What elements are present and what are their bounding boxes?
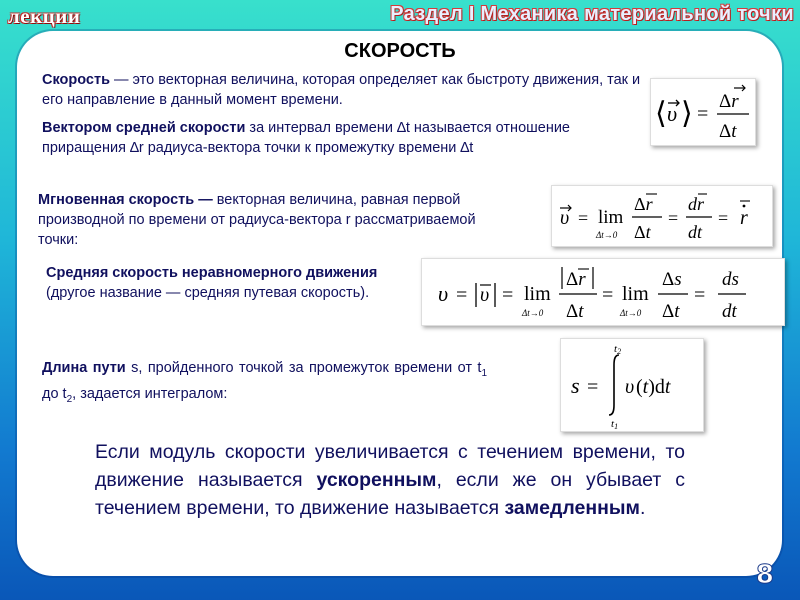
svg-text:Δt→0: Δt→0	[620, 308, 642, 318]
svg-text:dt: dt	[722, 301, 737, 322]
svg-text:Δs: Δs	[662, 269, 682, 290]
svg-text:υ: υ	[667, 101, 678, 126]
svg-text:dr: dr	[688, 194, 705, 214]
svg-text:Δr: Δr	[566, 269, 586, 290]
svg-text:Δr: Δr	[634, 194, 653, 214]
header-section-title: Раздел I Механика материальной точки	[390, 3, 794, 25]
svg-text:Δt→0: Δt→0	[596, 230, 618, 240]
subscript-2: 2	[66, 393, 73, 405]
decelerated-term: замедленным	[504, 497, 640, 519]
svg-text:=: =	[587, 376, 599, 398]
svg-text:dt: dt	[688, 222, 703, 242]
mean-speed-definition	[46, 263, 396, 303]
path-length-text-c: , задается интегралом:	[72, 385, 228, 402]
acceleration-note-text-a: Если модуль скорости увеличивается с течением времени, то движение называется	[95, 441, 685, 491]
svg-text:υ: υ	[438, 281, 449, 306]
mean-speed-formula	[421, 258, 785, 326]
header-lectures-label: лекции	[8, 4, 81, 28]
svg-text:Δt→0: Δt→0	[522, 308, 544, 318]
svg-text:s: s	[571, 373, 580, 398]
svg-text:υ: υ	[625, 376, 635, 398]
speed-definition	[42, 70, 642, 110]
mean-speed-text: (другое название — средняя путевая скорость).	[46, 285, 370, 301]
speed-definition-text: — это векторная величина, которая определяет как быстроту движения, так и его направление в данный момент времени.	[42, 72, 641, 108]
slide-title: СКОРОСТЬ	[344, 40, 456, 62]
average-velocity-term: Вектором средней скорости	[42, 120, 246, 136]
acceleration-note	[95, 438, 685, 522]
instant-velocity-formula	[551, 185, 773, 247]
svg-text:Δt: Δt	[634, 222, 651, 242]
svg-text:=: =	[718, 208, 729, 228]
svg-text:r: r	[740, 207, 748, 229]
svg-text:(t)dt: (t)dt	[636, 376, 671, 398]
svg-text:Δt: Δt	[566, 301, 584, 322]
page-number: 8	[755, 560, 774, 590]
svg-text:=: =	[578, 208, 589, 228]
svg-text:t1: t1	[611, 418, 619, 431]
svg-text:Δr: Δr	[719, 91, 739, 112]
average-velocity-text: за интервал времени ∆t называется отношение приращения ∆r радиуса-вектора точки к промежутку времени ∆t	[42, 120, 570, 156]
acceleration-note-text-c: .	[639, 497, 646, 519]
svg-text:t2: t2	[614, 343, 622, 356]
svg-text:=: =	[456, 284, 468, 306]
subscript-1: 1	[481, 367, 488, 379]
svg-text:=: =	[502, 284, 514, 306]
svg-text:=: =	[602, 284, 614, 306]
svg-text:Δt: Δt	[662, 301, 680, 322]
mean-speed-term: Средняя скорость неравномерного движения	[46, 265, 378, 281]
instant-velocity-text: векторная величина, равная первой производной по времени от радиуса-вектора r рассматриваемой точки:	[38, 192, 476, 248]
instant-velocity-definition	[38, 190, 518, 250]
instant-velocity-term: Мгновенная скорость —	[38, 192, 213, 208]
average-velocity-definition	[42, 118, 627, 158]
svg-text:⟩: ⟩	[681, 97, 693, 130]
average-velocity-formula	[650, 78, 756, 146]
accelerated-term: ускоренным	[316, 469, 437, 491]
svg-text:lim: lim	[598, 207, 624, 228]
path-length-definition	[42, 358, 487, 410]
svg-text:Δt: Δt	[719, 121, 737, 142]
svg-text:⟨: ⟨	[655, 97, 667, 130]
path-length-term: Длина пути	[42, 360, 126, 376]
svg-text:υ: υ	[480, 284, 490, 306]
svg-text:υ: υ	[560, 207, 570, 229]
svg-text:ds: ds	[722, 269, 739, 290]
svg-text:lim: lim	[524, 283, 551, 305]
svg-text:=: =	[697, 103, 709, 125]
path-length-text-a: s, пройденного точкой за промежуток времени от t	[125, 360, 482, 376]
svg-text:=: =	[694, 284, 706, 306]
svg-text:lim: lim	[622, 283, 649, 305]
speed-term: Скорость	[42, 72, 110, 88]
svg-text:=: =	[668, 208, 679, 228]
path-length-text-b: до t	[42, 385, 67, 402]
path-length-formula	[560, 338, 704, 432]
acceleration-note-text-b: , если же он убывает с течением времени, то движение называется	[95, 469, 685, 519]
